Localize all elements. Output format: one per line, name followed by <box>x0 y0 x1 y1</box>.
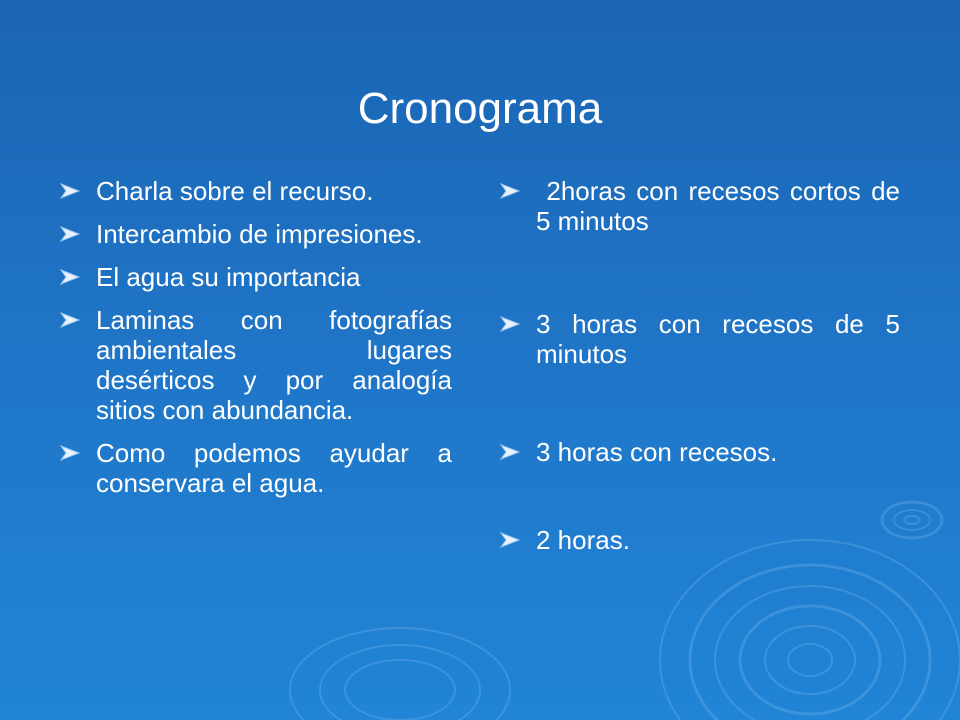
list-item-text: 3 horas con recesos de 5 minutos <box>536 309 900 369</box>
list-item <box>60 262 452 292</box>
arrow-bullet-icon <box>60 226 80 242</box>
arrow-bullet-icon <box>60 312 80 328</box>
slide-title: Cronograma <box>357 84 603 133</box>
arrow-bullet-icon <box>60 445 80 461</box>
list-item <box>60 438 452 498</box>
list-item <box>60 176 452 206</box>
list-item <box>500 525 900 555</box>
list-item-text: Charla sobre el recurso. <box>96 176 374 206</box>
arrow-bullet-icon <box>500 532 520 548</box>
list-item <box>500 309 900 369</box>
list-item <box>60 305 452 425</box>
list-item-text: Intercambio de impresiones. <box>96 219 423 249</box>
arrow-bullet-icon <box>500 444 520 460</box>
topics-list <box>60 176 452 511</box>
arrow-bullet-icon <box>500 183 520 199</box>
list-item <box>500 176 908 236</box>
list-item-text: 2horas con recesos cortos de 5 minutos <box>536 176 908 236</box>
list-item-text: Como podemos ayudar a conservara el agua. <box>96 438 452 498</box>
arrow-bullet-icon <box>500 316 520 332</box>
arrow-bullet-icon <box>60 183 80 199</box>
arrow-bullet-icon <box>60 269 80 285</box>
list-item <box>500 437 900 467</box>
durations-list <box>500 176 908 555</box>
list-item-text: 3 horas con recesos. <box>536 437 778 467</box>
list-item-text: El agua su importancia <box>96 262 361 292</box>
list-item-text: Laminas con fotografías ambientales lugares desérticos y por analogía sitios con abundancia. <box>96 305 452 425</box>
list-item-text: 2 horas. <box>536 525 630 555</box>
list-item <box>60 219 452 249</box>
